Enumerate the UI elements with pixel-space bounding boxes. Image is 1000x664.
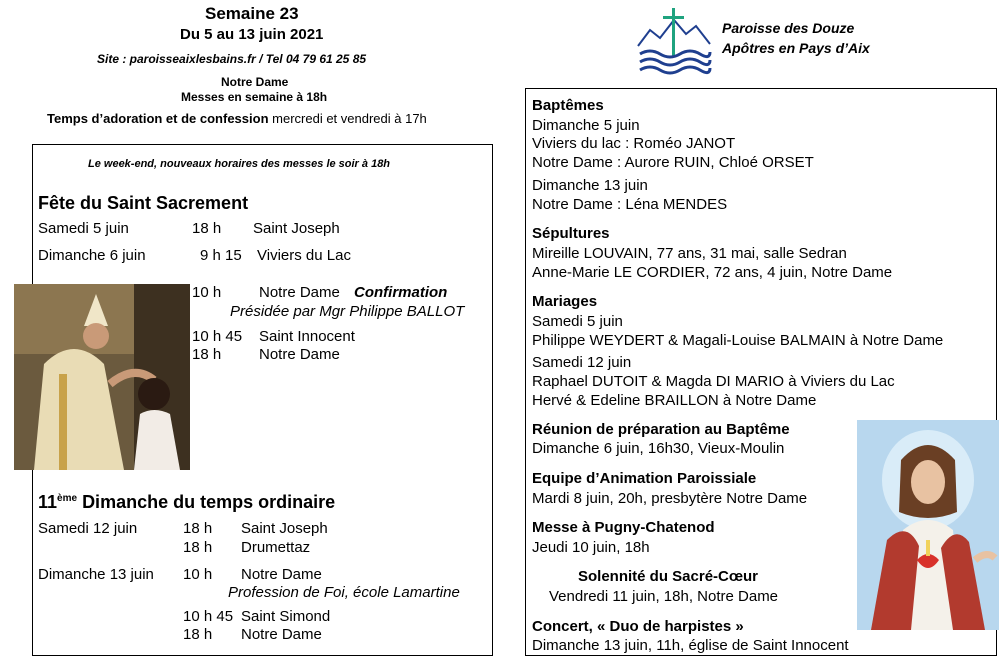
bapteme-line-5: Notre Dame : Léna MENDES bbox=[532, 196, 728, 213]
feast-day-1: Samedi 5 juin bbox=[38, 220, 129, 237]
feast-day-2: Dimanche 6 juin bbox=[38, 247, 146, 264]
mariage-line-1: Samedi 5 juin bbox=[532, 313, 623, 330]
sunday-place-2: Drumettaz bbox=[241, 539, 311, 556]
weekday-mass: Messes en semaine à 18h bbox=[181, 90, 328, 104]
confirmation-place: Notre Dame bbox=[259, 284, 340, 301]
bapteme-line-3: Notre Dame : Aurore RUIN, Chloé ORSET bbox=[532, 154, 814, 171]
sunday-time-1: 18 h bbox=[183, 520, 213, 537]
reunion-title: Réunion de préparation au Baptême bbox=[532, 421, 790, 438]
sacred-heart-image bbox=[857, 420, 999, 630]
profession-note: Profession de Foi, école Lamartine bbox=[228, 584, 460, 601]
cross-waves-icon bbox=[636, 4, 712, 78]
confirmation-time: 10 h bbox=[192, 284, 222, 301]
bapteme-line-4: Dimanche 13 juin bbox=[532, 177, 648, 194]
adoration-line bbox=[47, 111, 427, 126]
adoration-label: Temps d’adoration et de confession bbox=[47, 111, 269, 126]
sunday-suffix: ème bbox=[57, 493, 78, 504]
bapteme-line-2: Viviers du lac : Roméo JANOT bbox=[532, 135, 736, 152]
sunday-place-1: Saint Joseph bbox=[241, 520, 328, 537]
bapteme-line-1: Dimanche 5 juin bbox=[532, 117, 640, 134]
adoration-times: mercredi et vendredi à 17h bbox=[272, 111, 427, 126]
sepulture-line-2: Anne-Marie LE CORDIER, 72 ans, 4 juin, Notre Dame bbox=[532, 264, 893, 281]
mariage-line-5: Hervé & Edeline BRAILLON à Notre Dame bbox=[532, 392, 817, 409]
confirmation-photo bbox=[14, 284, 190, 470]
mass-place-4: Notre Dame bbox=[259, 346, 340, 363]
messe-title: Messe à Pugny-Chatenod bbox=[532, 519, 715, 536]
mass-place-3: Saint Innocent bbox=[259, 328, 355, 345]
mariages-title: Mariages bbox=[532, 293, 598, 310]
sunday-title bbox=[38, 492, 335, 513]
reunion-details: Dimanche 6 juin, 16h30, Vieux-Moulin bbox=[532, 440, 785, 457]
weekend-notice: Le week-end, nouveaux horaires des messes le soir à 18h bbox=[88, 158, 391, 170]
sunday-time-4: 10 h 45 bbox=[183, 608, 234, 625]
equipe-details: Mardi 8 juin, 20h, presbytère Notre Dame bbox=[532, 490, 808, 507]
sunday-number: 11 bbox=[38, 492, 58, 512]
concert-details: Dimanche 13 juin, 11h, église de Saint Innocent bbox=[532, 637, 849, 654]
sunday-day-1: Samedi 12 juin bbox=[38, 520, 138, 537]
sacre-title: Solennité du Sacré-Cœur bbox=[578, 568, 759, 585]
equipe-title: Equipe d’Animation Paroissiale bbox=[532, 470, 757, 487]
messe-details: Jeudi 10 juin, 18h bbox=[532, 539, 650, 556]
logo-text-2: Apôtres en Pays d’Aix bbox=[722, 40, 870, 56]
mariage-line-2: Philippe WEYDERT & Magali-Louise BALMAIN à Notre Dame bbox=[532, 332, 944, 349]
feast-time-1: 18 h bbox=[192, 220, 222, 237]
feast-time-2: 9 h 15 bbox=[200, 247, 242, 264]
confirmation-label: Confirmation bbox=[354, 284, 448, 301]
parish-logo bbox=[636, 4, 712, 78]
feast-title: Fête du Saint Sacrement bbox=[38, 193, 249, 213]
sunday-time-5: 18 h bbox=[183, 626, 213, 643]
sunday-day-3: Dimanche 13 juin bbox=[38, 566, 154, 583]
sunday-name: Dimanche du temps ordinaire bbox=[82, 492, 336, 512]
baptemes-title: Baptêmes bbox=[532, 97, 604, 114]
church-name: Notre Dame bbox=[221, 75, 289, 89]
mass-time-3: 10 h 45 bbox=[192, 328, 243, 345]
mass-time-4: 18 h bbox=[192, 346, 222, 363]
sacre-details: Vendredi 11 juin, 18h, Notre Dame bbox=[549, 588, 779, 605]
sepultures-title: Sépultures bbox=[532, 225, 610, 242]
sunday-place-3: Notre Dame bbox=[241, 566, 322, 583]
feast-place-2: Viviers du Lac bbox=[257, 247, 351, 264]
sunday-place-5: Notre Dame bbox=[241, 626, 322, 643]
sunday-time-2: 18 h bbox=[183, 539, 213, 556]
sunday-time-3: 10 h bbox=[183, 566, 213, 583]
mariage-line-4: Raphael DUTOIT & Magda DI MARIO à Viviers du Lac bbox=[532, 373, 895, 390]
feast-place-1: Saint Joseph bbox=[253, 220, 340, 237]
logo-text-1: Paroisse des Douze bbox=[722, 20, 855, 36]
sunday-place-4: Saint Simond bbox=[241, 608, 331, 625]
concert-title: Concert, « Duo de harpistes » bbox=[532, 618, 744, 635]
mariage-line-3: Samedi 12 juin bbox=[532, 354, 632, 371]
sepulture-line-1: Mireille LOUVAIN, 77 ans, 31 mai, salle Sedran bbox=[532, 245, 847, 262]
week-title: Semaine 23 bbox=[205, 4, 299, 23]
confirmation-presider: Présidée par Mgr Philippe BALLOT bbox=[230, 303, 465, 320]
week-dates: Du 5 au 13 juin 2021 bbox=[180, 26, 324, 43]
site-contact: Site : paroisseaixlesbains.fr / Tel 04 79 61 25 85 bbox=[97, 52, 367, 66]
